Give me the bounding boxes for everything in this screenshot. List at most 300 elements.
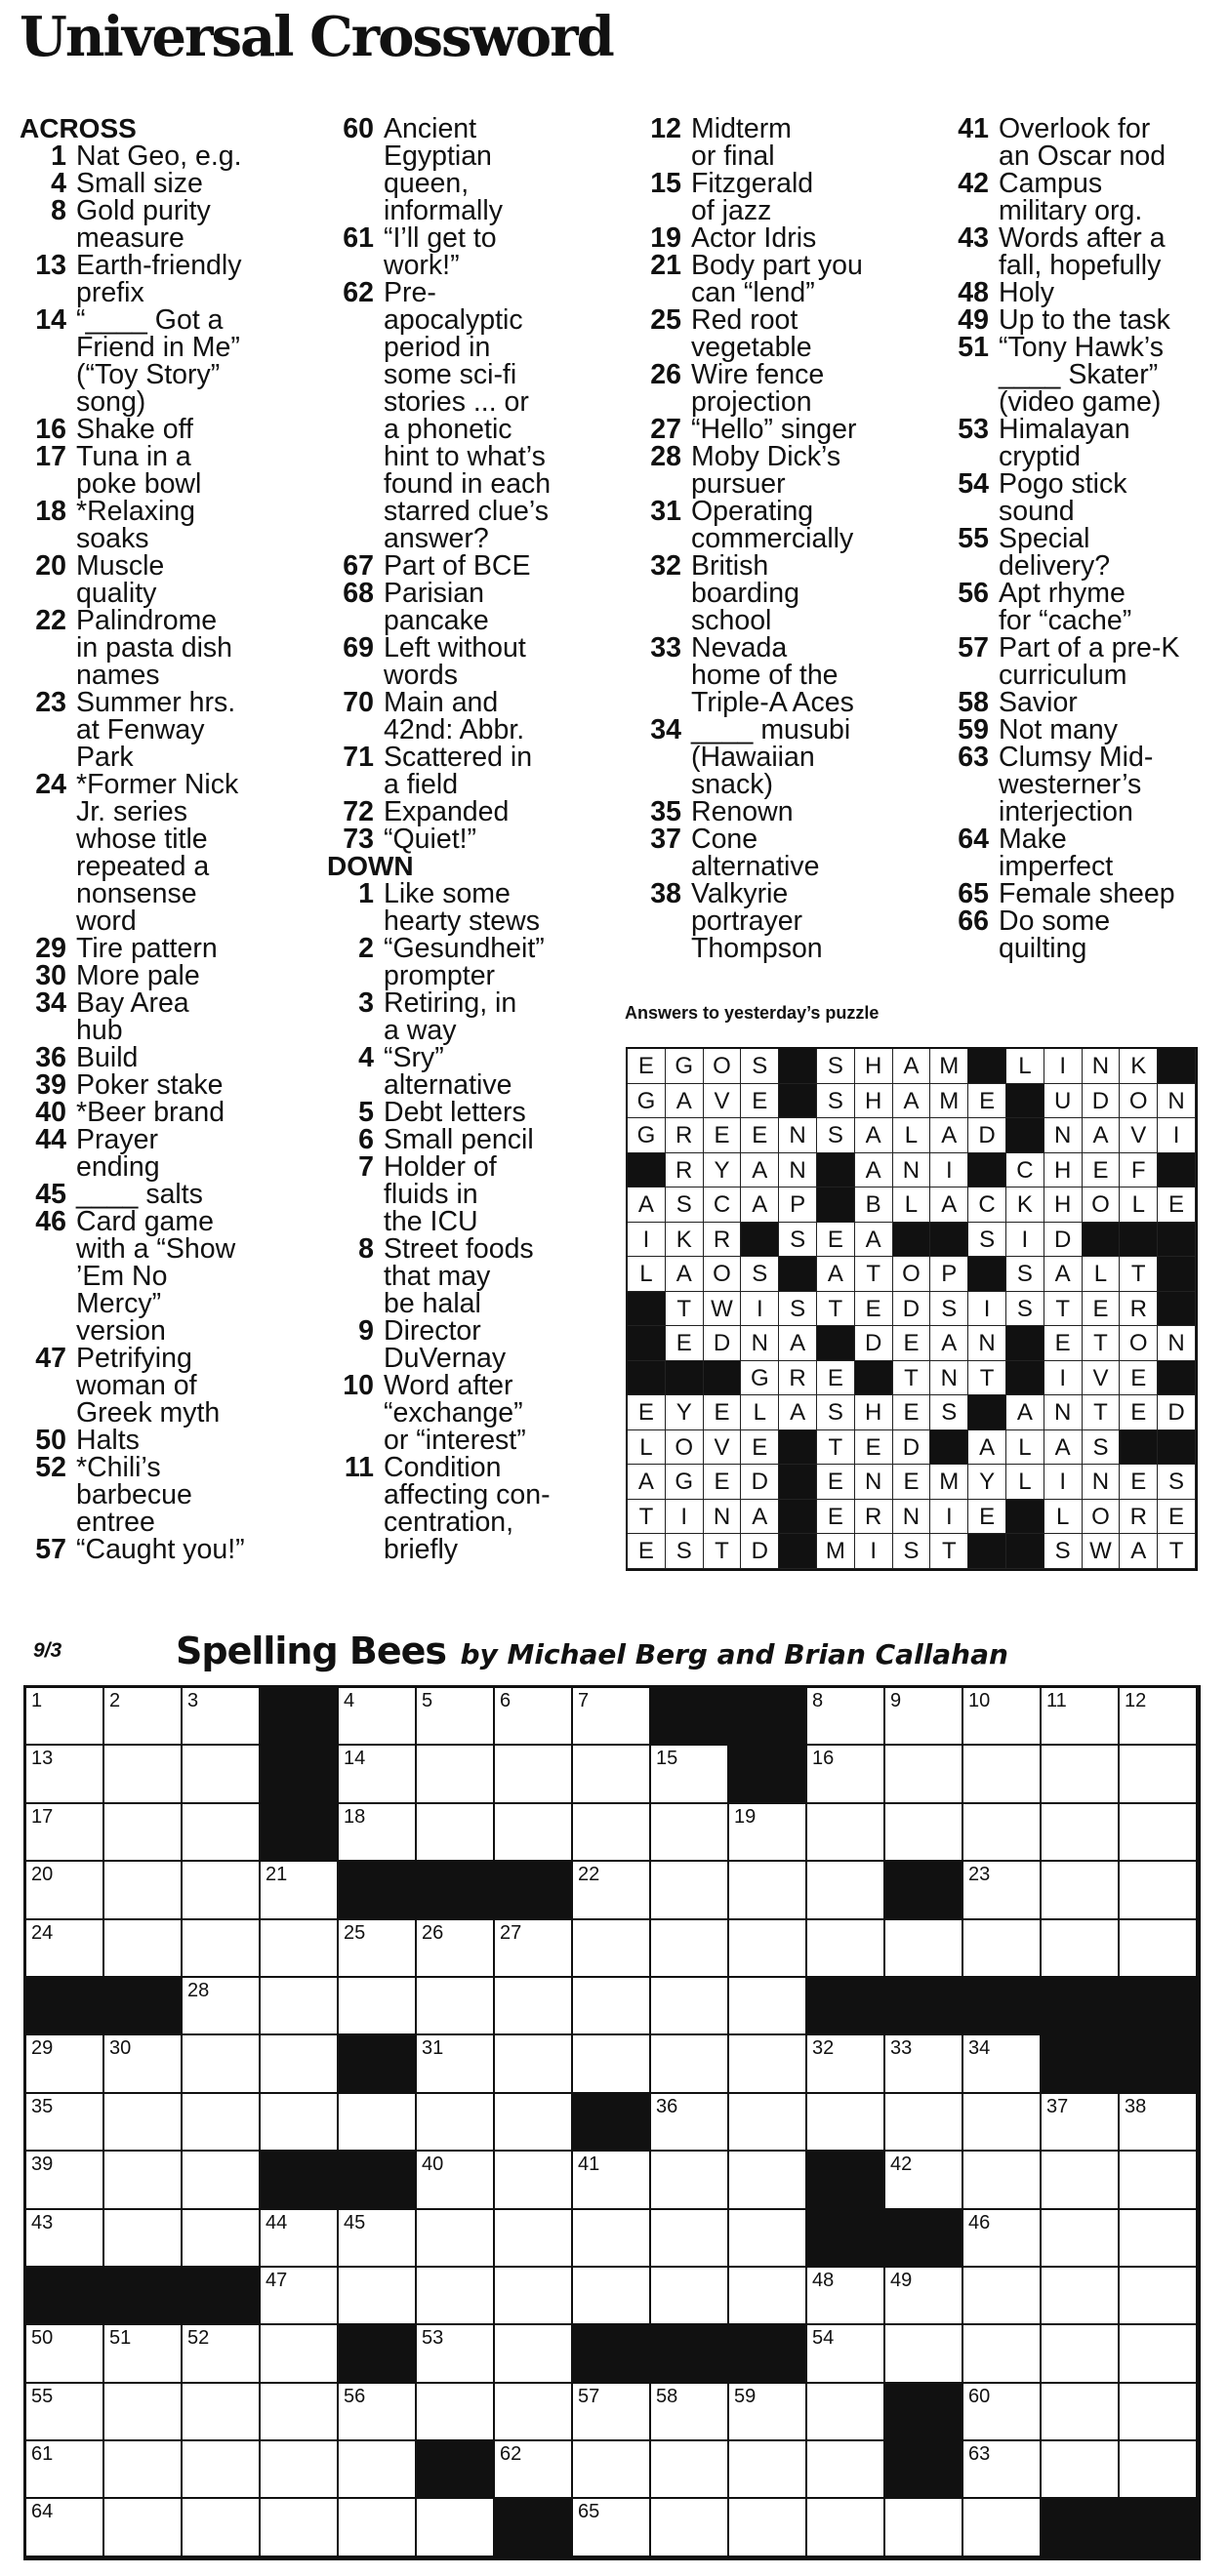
grid-cell[interactable] xyxy=(573,2499,651,2556)
grid-cell[interactable] xyxy=(1042,1804,1120,1862)
answer-block xyxy=(968,1257,1006,1292)
grid-cell[interactable] xyxy=(26,1746,104,1803)
clues-column-1 xyxy=(20,115,332,1563)
grid-cell[interactable] xyxy=(651,2210,729,2268)
grid-cell[interactable] xyxy=(183,2035,261,2093)
clue xyxy=(942,170,1225,224)
clue xyxy=(634,170,927,224)
grid-cell[interactable] xyxy=(963,1920,1042,1978)
grid-cell[interactable] xyxy=(651,2499,729,2556)
grid-cell[interactable] xyxy=(651,2094,729,2152)
grid-cell[interactable] xyxy=(573,1862,651,1919)
clue-number: 44 xyxy=(35,1124,66,1155)
cell-number: 48 xyxy=(812,2269,835,2291)
grid-cell[interactable] xyxy=(807,2325,885,2383)
answer-cell: S xyxy=(741,1257,779,1292)
grid-cell[interactable] xyxy=(417,1804,495,1862)
grid-cell[interactable] xyxy=(807,2035,885,2093)
cell-number: 28 xyxy=(187,1979,210,2001)
grid-cell[interactable] xyxy=(339,2210,417,2268)
grid-cell[interactable] xyxy=(495,2094,573,2152)
grid-cell[interactable] xyxy=(651,1804,729,1862)
grid-cell[interactable] xyxy=(339,2384,417,2441)
answer-cell: O xyxy=(893,1257,931,1292)
grid-cell[interactable] xyxy=(729,1978,807,2035)
grid-cell[interactable] xyxy=(417,2325,495,2383)
answer-cell: I xyxy=(930,1153,968,1188)
grid-cell[interactable] xyxy=(885,1746,963,1803)
clue-text: Build xyxy=(76,1042,139,1073)
grid-cell[interactable] xyxy=(807,1804,885,1862)
grid-cell[interactable] xyxy=(651,1978,729,2035)
grid-cell[interactable] xyxy=(807,2384,885,2441)
grid-cell[interactable] xyxy=(963,2094,1042,2152)
answer-block xyxy=(1006,1500,1044,1535)
grid-cell[interactable] xyxy=(729,1862,807,1919)
answer-block xyxy=(1158,1257,1196,1292)
answer-block xyxy=(1083,1223,1121,1258)
cell-number: 9 xyxy=(890,1690,902,1711)
grid-cell[interactable] xyxy=(26,2035,104,2093)
grid-cell[interactable] xyxy=(495,2325,573,2383)
cell-number: 37 xyxy=(1046,2095,1069,2117)
clue xyxy=(20,252,332,306)
grid-cell[interactable] xyxy=(339,1978,417,2035)
grid-cell[interactable] xyxy=(417,1920,495,1978)
grid-cell[interactable] xyxy=(573,1688,651,1746)
clue-number: 13 xyxy=(35,250,66,281)
grid-cell[interactable] xyxy=(417,2499,495,2556)
grid-cell[interactable] xyxy=(729,2152,807,2209)
grid-cell[interactable] xyxy=(885,1688,963,1746)
grid-block xyxy=(885,2384,963,2441)
clue xyxy=(327,1044,610,1099)
grid-cell[interactable] xyxy=(261,2268,339,2325)
grid-cell[interactable] xyxy=(495,1688,573,1746)
grid-cell[interactable] xyxy=(1042,1862,1120,1919)
grid-cell[interactable] xyxy=(1120,2152,1198,2209)
grid-cell[interactable] xyxy=(417,2035,495,2093)
grid-cell[interactable] xyxy=(651,2384,729,2441)
grid-cell[interactable] xyxy=(261,2325,339,2383)
grid-cell[interactable] xyxy=(339,2499,417,2556)
grid-cell[interactable] xyxy=(183,2499,261,2556)
grid-cell[interactable] xyxy=(261,1978,339,2035)
grid-cell[interactable] xyxy=(729,2268,807,2325)
grid-cell[interactable] xyxy=(573,2441,651,2499)
grid-cell[interactable] xyxy=(729,1920,807,1978)
grid-cell[interactable] xyxy=(963,2499,1042,2556)
grid-cell[interactable] xyxy=(885,1804,963,1862)
answer-cell: I xyxy=(1044,1361,1083,1396)
clue-text: British boarding school xyxy=(691,550,799,636)
clue-number: 63 xyxy=(958,742,989,773)
clue xyxy=(327,798,610,825)
clue xyxy=(327,580,610,634)
grid-cell[interactable] xyxy=(729,2094,807,2152)
clue-number: 16 xyxy=(35,414,66,445)
grid-cell[interactable] xyxy=(261,2035,339,2093)
clue-number: 54 xyxy=(958,468,989,500)
grid-block xyxy=(1042,2499,1120,2556)
grid-cell[interactable] xyxy=(26,1688,104,1746)
answer-cell: T xyxy=(968,1361,1006,1396)
clue-number: 11 xyxy=(344,1452,374,1483)
grid-cell[interactable] xyxy=(495,1920,573,1978)
grid-cell[interactable] xyxy=(26,2152,104,2209)
grid-cell[interactable] xyxy=(26,2441,104,2499)
grid-cell[interactable] xyxy=(807,2268,885,2325)
grid-cell[interactable] xyxy=(417,1978,495,2035)
answer-cell: I xyxy=(1044,1049,1083,1084)
answer-block xyxy=(893,1223,931,1258)
grid-cell[interactable] xyxy=(963,2441,1042,2499)
answer-cell: S xyxy=(893,1534,931,1569)
grid-cell[interactable] xyxy=(1042,2268,1120,2325)
grid-cell[interactable] xyxy=(807,1746,885,1803)
grid-cell[interactable] xyxy=(339,1746,417,1803)
grid-cell[interactable] xyxy=(729,2384,807,2441)
grid-cell[interactable] xyxy=(729,2210,807,2268)
answer-cell: A xyxy=(628,1465,666,1500)
cell-number: 31 xyxy=(422,2037,444,2060)
answer-cell: U xyxy=(1044,1084,1083,1119)
grid-cell[interactable] xyxy=(651,2441,729,2499)
grid-cell[interactable] xyxy=(495,2384,573,2441)
grid-block xyxy=(339,1862,417,1919)
grid-cell[interactable] xyxy=(651,1746,729,1803)
grid-cell[interactable] xyxy=(417,2384,495,2441)
grid-cell[interactable] xyxy=(1120,2210,1198,2268)
clue-text: *Relaxing soaks xyxy=(76,496,195,554)
cell-number: 13 xyxy=(31,1748,54,1770)
answer-block xyxy=(1120,1223,1158,1258)
answer-cell: T xyxy=(1044,1292,1083,1327)
clue xyxy=(20,962,332,989)
grid-cell[interactable] xyxy=(104,2210,183,2268)
grid-cell[interactable] xyxy=(885,2094,963,2152)
grid-cell[interactable] xyxy=(183,1804,261,1862)
grid-cell[interactable] xyxy=(339,2094,417,2152)
answer-cell: E xyxy=(1044,1326,1083,1361)
answer-block xyxy=(968,1534,1006,1569)
answer-cell: E xyxy=(817,1500,855,1535)
cell-number: 4 xyxy=(344,1690,355,1711)
grid-cell[interactable] xyxy=(729,2441,807,2499)
answer-cell: N xyxy=(704,1500,742,1535)
grid-cell[interactable] xyxy=(1120,2094,1198,2152)
grid-cell[interactable] xyxy=(963,2035,1042,2093)
grid-cell[interactable] xyxy=(261,2094,339,2152)
clue xyxy=(20,1181,332,1208)
grid-cell[interactable] xyxy=(1120,1862,1198,1919)
grid-cell[interactable] xyxy=(885,1920,963,1978)
grid-cell[interactable] xyxy=(495,2035,573,2093)
grid-cell[interactable] xyxy=(573,2210,651,2268)
grid-cell[interactable] xyxy=(963,1804,1042,1862)
grid-block xyxy=(261,1804,339,1862)
cell-number: 21 xyxy=(266,1864,288,1886)
grid-cell[interactable] xyxy=(651,2152,729,2209)
grid-cell[interactable] xyxy=(261,2499,339,2556)
grid-cell[interactable] xyxy=(417,2152,495,2209)
grid-cell[interactable] xyxy=(183,1920,261,1978)
clue-text: Ancient Egyptian queen, informally xyxy=(384,113,503,226)
grid-cell[interactable] xyxy=(573,1804,651,1862)
grid-cell[interactable] xyxy=(573,1978,651,2035)
clue-text: Like some hearty stews xyxy=(384,878,540,937)
grid-cell[interactable] xyxy=(339,2268,417,2325)
grid-cell[interactable] xyxy=(729,2499,807,2556)
grid-cell[interactable] xyxy=(495,2268,573,2325)
grid-cell[interactable] xyxy=(963,1746,1042,1803)
grid-cell[interactable] xyxy=(26,2499,104,2556)
grid-cell[interactable] xyxy=(573,2268,651,2325)
grid-cell[interactable] xyxy=(729,1804,807,1862)
clue-text: Wire fence projection xyxy=(691,359,825,418)
answers-grid xyxy=(626,1047,1198,1571)
cell-number: 65 xyxy=(578,2501,600,2523)
grid-cell[interactable] xyxy=(729,2035,807,2093)
grid-cell[interactable] xyxy=(26,1920,104,1978)
grid-cell[interactable] xyxy=(183,2094,261,2152)
answer-cell: G xyxy=(628,1084,666,1119)
clue-text: Pre- apocalyptic period in some sci-fi stories ... or a phonetic hint to what’s found in each starred clue’s answer? xyxy=(384,277,552,554)
grid-cell[interactable] xyxy=(573,1746,651,1803)
clue-number: 38 xyxy=(650,878,681,909)
grid-cell[interactable] xyxy=(417,2210,495,2268)
grid-cell[interactable] xyxy=(495,2152,573,2209)
grid-cell[interactable] xyxy=(963,2325,1042,2383)
answer-cell: N xyxy=(1158,1084,1196,1119)
grid-cell[interactable] xyxy=(417,1688,495,1746)
grid-cell[interactable] xyxy=(807,1688,885,1746)
answer-cell: D xyxy=(893,1430,931,1466)
grid-cell[interactable] xyxy=(963,2268,1042,2325)
answer-cell: H xyxy=(1044,1187,1083,1223)
grid-cell[interactable] xyxy=(651,2035,729,2093)
grid-cell[interactable] xyxy=(651,1920,729,1978)
grid-cell[interactable] xyxy=(1042,2210,1120,2268)
grid-cell[interactable] xyxy=(183,1978,261,2035)
clue-text: “Gesundheit” prompter xyxy=(384,933,545,991)
grid-cell[interactable] xyxy=(1120,1804,1198,1862)
grid-cell[interactable] xyxy=(183,1688,261,1746)
grid-cell[interactable] xyxy=(183,2325,261,2383)
grid-cell[interactable] xyxy=(573,2035,651,2093)
grid-cell[interactable] xyxy=(1042,2325,1120,2383)
answer-cell: A xyxy=(666,1084,704,1119)
grid-cell[interactable] xyxy=(885,2152,963,2209)
grid-cell[interactable] xyxy=(417,2094,495,2152)
clue-text: Female sheep xyxy=(999,878,1175,909)
answer-cell: S xyxy=(817,1395,855,1430)
grid-cell[interactable] xyxy=(104,2499,183,2556)
clue-text: Pogo stick sound xyxy=(999,468,1127,527)
grid-cell[interactable] xyxy=(1042,2441,1120,2499)
grid-cell[interactable] xyxy=(261,2384,339,2441)
grid-cell[interactable] xyxy=(339,2441,417,2499)
grid-cell[interactable] xyxy=(885,2268,963,2325)
grid-cell[interactable] xyxy=(495,1746,573,1803)
clue-text: Special delivery? xyxy=(999,523,1111,582)
answer-block xyxy=(779,1500,817,1535)
grid-cell[interactable] xyxy=(183,1746,261,1803)
clue-text: Himalayan cryptid xyxy=(999,414,1130,472)
grid-cell[interactable] xyxy=(104,1746,183,1803)
grid-cell[interactable] xyxy=(573,2384,651,2441)
clue-text: Holy xyxy=(999,277,1055,308)
grid-cell[interactable] xyxy=(1120,1920,1198,1978)
grid-block xyxy=(807,2210,885,2268)
clue-number: 51 xyxy=(958,332,989,363)
grid-block xyxy=(26,2268,104,2325)
clue xyxy=(634,361,927,416)
grid-cell[interactable] xyxy=(963,1688,1042,1746)
grid-cell[interactable] xyxy=(183,1862,261,1919)
grid-cell[interactable] xyxy=(104,1920,183,1978)
clue-text: Card game with a “Show ’Em No Mercy” version xyxy=(76,1206,236,1347)
answer-cell: T xyxy=(855,1257,893,1292)
grid-cell[interactable] xyxy=(104,1688,183,1746)
grid-cell[interactable] xyxy=(183,2441,261,2499)
grid-cell[interactable] xyxy=(1120,1688,1198,1746)
answer-cell: E xyxy=(1120,1361,1158,1396)
clue xyxy=(327,1235,610,1317)
answer-cell: M xyxy=(930,1465,968,1500)
grid-cell[interactable] xyxy=(339,1804,417,1862)
grid-cell[interactable] xyxy=(807,2441,885,2499)
grid-cell[interactable] xyxy=(807,1920,885,1978)
grid-block xyxy=(261,2152,339,2209)
answer-block xyxy=(779,1049,817,1084)
grid-cell[interactable] xyxy=(807,2499,885,2556)
answer-cell: R xyxy=(1120,1500,1158,1535)
grid-cell[interactable] xyxy=(885,2035,963,2093)
clue-number: 9 xyxy=(358,1315,374,1347)
grid-cell[interactable] xyxy=(495,2441,573,2499)
cell-number: 47 xyxy=(266,2269,288,2291)
clue-text: Holder of fluids in the ICU xyxy=(384,1151,497,1237)
grid-cell[interactable] xyxy=(104,1804,183,1862)
grid-cell[interactable] xyxy=(495,2210,573,2268)
answer-cell: A xyxy=(741,1500,779,1535)
answer-cell: A xyxy=(817,1257,855,1292)
clue-text: *Chili’s barbecue entree xyxy=(76,1452,192,1538)
clue-number: 52 xyxy=(35,1452,66,1483)
grid-cell[interactable] xyxy=(1042,1746,1120,1803)
grid-cell[interactable] xyxy=(495,1978,573,2035)
grid-cell[interactable] xyxy=(104,2152,183,2209)
grid-cell[interactable] xyxy=(104,2441,183,2499)
grid-cell[interactable] xyxy=(963,2384,1042,2441)
grid-cell[interactable] xyxy=(261,2441,339,2499)
cell-number: 34 xyxy=(968,2037,991,2060)
clue-number: 29 xyxy=(35,933,66,964)
clue xyxy=(634,552,927,634)
grid-cell[interactable] xyxy=(1042,2094,1120,2152)
clue xyxy=(327,634,610,689)
grid-cell[interactable] xyxy=(1120,2268,1198,2325)
answer-block xyxy=(1158,1049,1196,1084)
clue xyxy=(20,1427,332,1454)
clue-text: Not many xyxy=(999,714,1118,745)
grid-cell[interactable] xyxy=(1042,2384,1120,2441)
grid-cell[interactable] xyxy=(261,2210,339,2268)
grid-cell[interactable] xyxy=(104,1862,183,1919)
grid-cell[interactable] xyxy=(807,1862,885,1919)
grid-cell[interactable] xyxy=(26,2210,104,2268)
grid-cell[interactable] xyxy=(183,2152,261,2209)
clue-number: 57 xyxy=(35,1534,66,1565)
grid-cell[interactable] xyxy=(495,1804,573,1862)
clue-number: 22 xyxy=(35,605,66,636)
answer-cell: O xyxy=(704,1049,742,1084)
grid-cell[interactable] xyxy=(417,1746,495,1803)
answer-cell: T xyxy=(1120,1257,1158,1292)
grid-cell[interactable] xyxy=(26,1804,104,1862)
answer-cell: T xyxy=(704,1534,742,1569)
clue xyxy=(20,935,332,962)
grid-cell[interactable] xyxy=(573,2152,651,2209)
grid-cell[interactable] xyxy=(963,1862,1042,1919)
answer-block xyxy=(1006,1118,1044,1153)
cell-number: 64 xyxy=(31,2501,54,2523)
answer-cell: H xyxy=(855,1084,893,1119)
grid-cell[interactable] xyxy=(1120,2441,1198,2499)
grid-cell[interactable] xyxy=(183,2210,261,2268)
grid-cell[interactable] xyxy=(885,2325,963,2383)
grid-cell[interactable] xyxy=(26,2325,104,2383)
grid-cell[interactable] xyxy=(1042,1688,1120,1746)
grid-cell[interactable] xyxy=(183,2384,261,2441)
grid-cell[interactable] xyxy=(651,2268,729,2325)
grid-cell[interactable] xyxy=(339,1920,417,1978)
grid-cell[interactable] xyxy=(963,2210,1042,2268)
clue-text: Condition affecting con- centration, briefly xyxy=(384,1452,551,1565)
grid-cell[interactable] xyxy=(26,2094,104,2152)
grid-cell[interactable] xyxy=(261,1862,339,1919)
grid-cell[interactable] xyxy=(1120,1746,1198,1803)
grid-cell[interactable] xyxy=(1042,2152,1120,2209)
grid-cell[interactable] xyxy=(963,2152,1042,2209)
grid-cell[interactable] xyxy=(1120,2384,1198,2441)
grid-cell[interactable] xyxy=(885,2499,963,2556)
answer-cell: I xyxy=(666,1500,704,1535)
grid-block xyxy=(339,2325,417,2383)
grid-cell[interactable] xyxy=(104,2035,183,2093)
answer-cell: R xyxy=(855,1500,893,1535)
grid-cell[interactable] xyxy=(26,1862,104,1919)
grid-cell[interactable] xyxy=(104,2384,183,2441)
grid-cell[interactable] xyxy=(573,1920,651,1978)
clue-text: Small pencil xyxy=(384,1124,534,1155)
grid-cell[interactable] xyxy=(807,2094,885,2152)
clue-text: Renown xyxy=(691,796,794,827)
answer-cell: S xyxy=(666,1187,704,1223)
grid-cell[interactable] xyxy=(104,2325,183,2383)
grid-cell[interactable] xyxy=(1120,2325,1198,2383)
grid-cell[interactable] xyxy=(261,1920,339,1978)
grid-cell[interactable] xyxy=(104,2094,183,2152)
grid-cell[interactable] xyxy=(417,2268,495,2325)
answer-cell: T xyxy=(893,1361,931,1396)
grid-cell[interactable] xyxy=(339,1688,417,1746)
grid-cell[interactable] xyxy=(651,1862,729,1919)
grid-block xyxy=(885,1862,963,1919)
grid-cell[interactable] xyxy=(26,2384,104,2441)
grid-cell[interactable] xyxy=(1042,1920,1120,1978)
